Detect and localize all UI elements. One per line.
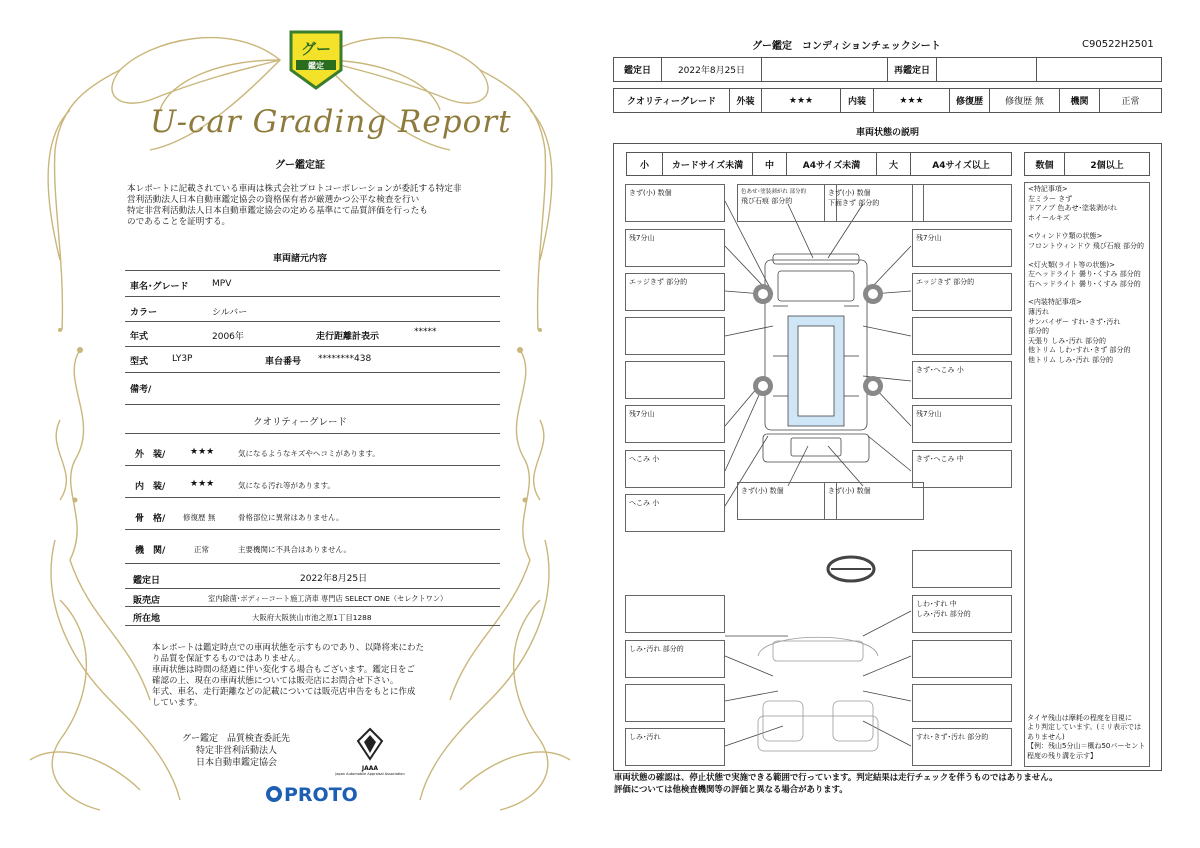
inspection-date-label: 鑑定日 bbox=[133, 576, 161, 586]
date-label-cell: 鑑定日 bbox=[613, 57, 662, 82]
jaaa-text: JAAA bbox=[361, 765, 379, 772]
quality-heading: クオリティーグレード bbox=[252, 417, 348, 428]
footer-line: 車両状態の確認は、停止状態で実施できる範囲で行っています。判定結果は走行チェックを伴うものではありません。 bbox=[614, 772, 1058, 782]
certificate-statement bbox=[127, 184, 501, 228]
chassis-value: ********438 bbox=[318, 354, 372, 364]
tread-line: より判定しています。(ミリ表示では bbox=[1027, 723, 1142, 732]
org-line: 日本自動車鑑定協会 bbox=[196, 758, 278, 768]
statement-line: のであることを証明する。 bbox=[127, 217, 231, 227]
exterior-box-left-6: 残7分山 bbox=[625, 405, 725, 443]
interior-box-right-4: すれ･きず･汚れ 部分的 bbox=[912, 728, 1012, 766]
exterior-box-right-6: 残7分山 bbox=[912, 405, 1012, 443]
condition-heading: 車両状態の説明 bbox=[613, 119, 1162, 144]
certificate-heading: グー鑑定証 bbox=[275, 160, 325, 171]
exterior-box-right-5: きず･へこみ 小 bbox=[912, 361, 1012, 399]
note-line: <特記事項> bbox=[1028, 185, 1068, 193]
model-label: 型式 bbox=[130, 357, 149, 367]
frame-value: 修復歴 無 bbox=[183, 513, 216, 522]
special-notes-panel bbox=[1024, 182, 1150, 767]
blank-cell bbox=[1036, 57, 1162, 82]
address-value: 大阪府大阪狭山市池之原1丁目1288 bbox=[252, 613, 372, 622]
count-label: 数個 bbox=[1024, 152, 1065, 176]
exterior-text: 気になるようなキズやヘコミがあります。 bbox=[238, 449, 380, 458]
statement-line: 営利活動法人日本自動車鑑定協会の資格保有者が厳選かつ公平な検査を行い bbox=[127, 195, 420, 205]
exterior-box-left-1: きず(小) 数個 bbox=[625, 184, 725, 222]
exterior-box-left-7: へこみ 小 bbox=[625, 450, 725, 488]
tread-line: 【例：残山5分山＝概ね50パーセント bbox=[1027, 742, 1146, 751]
legend-medium: 中 bbox=[752, 152, 787, 176]
jaaa-logo bbox=[330, 727, 410, 776]
notice-line: 本レポートは鑑定時点での車両状態を示すものであり、以降将来にわた bbox=[152, 643, 425, 653]
organization-name bbox=[182, 733, 290, 769]
note-line: <灯火類(ライト等の状態)> bbox=[1028, 260, 1115, 269]
model-value: LY3P bbox=[172, 354, 193, 364]
interior-box-steering bbox=[912, 550, 1012, 588]
year-label: 年式 bbox=[130, 332, 149, 342]
reinspect-label-cell: 再鑑定日 bbox=[887, 57, 937, 82]
proto-mark-icon bbox=[266, 786, 282, 802]
engine-text: 主要機関に不具合はありません。 bbox=[238, 545, 351, 554]
exterior-box-left-2: 残7分山 bbox=[625, 229, 725, 267]
repair-value-cell: 修復歴 無 bbox=[989, 88, 1060, 113]
sheet-code: C90522H2501 bbox=[1082, 39, 1154, 50]
engine-value-cell: 正常 bbox=[1099, 88, 1162, 113]
exterior-box-bottom-2: きず(小) 数個 bbox=[737, 482, 837, 520]
jaaa-emblem-icon bbox=[355, 727, 385, 761]
proto-text: PROTO bbox=[284, 784, 358, 806]
goo-kantei-badge bbox=[287, 30, 345, 90]
color-value: シルバー bbox=[212, 308, 248, 318]
exterior-box-right-3: エッジきず 部分的 bbox=[912, 273, 1012, 311]
inspection-date: 2022年8月25日 bbox=[300, 574, 368, 584]
note-line: 天張り しみ･汚れ 部分的 bbox=[1028, 336, 1106, 345]
org-line: グー鑑定 品質検査委託先 bbox=[182, 734, 291, 744]
legend-small-desc: カードサイズ未満 bbox=[662, 152, 753, 176]
date-cell: 2022年8月25日 bbox=[661, 57, 762, 82]
interior-label-cell: 内装 bbox=[840, 88, 874, 113]
exterior-label-cell: 外装 bbox=[729, 88, 762, 113]
name-grade-value: MPV bbox=[212, 279, 232, 289]
dealer-name: 室内除菌･ボディーコート施工済車 専門店 SELECT ONE（セレクトワン） bbox=[208, 594, 448, 603]
exterior-box-left-3: エッジきず 部分的 bbox=[625, 273, 725, 311]
interior-box-left-3 bbox=[625, 684, 725, 722]
address-label: 所在地 bbox=[133, 614, 161, 624]
chassis-label: 車台番号 bbox=[265, 357, 302, 367]
exterior-box-bottom-3: きず(小) 数個 bbox=[824, 482, 924, 520]
engine-label: 機 関/ bbox=[135, 546, 166, 556]
note-line: <内装特記事項> bbox=[1028, 298, 1082, 307]
notice-line: 年式、車名、走行距離などの記載については販売店申告をもとに作成 bbox=[152, 687, 416, 697]
name-grade-label: 車名･グレード bbox=[130, 282, 189, 292]
legend-large-desc: A4サイズ以上 bbox=[910, 152, 1012, 176]
legend-medium-desc: A4サイズ未満 bbox=[786, 152, 877, 176]
exterior-box-top-2: 色あせ･塗装剥がれ 部分的 飛び石痕 部分的 bbox=[737, 184, 837, 222]
badge-text: 鑑定 bbox=[308, 61, 324, 71]
legend-small: 小 bbox=[626, 152, 663, 176]
remarks-label: 備考/ bbox=[130, 385, 152, 395]
exterior-box-left-8: へこみ 小 bbox=[625, 494, 725, 532]
statement-line: 特定非営利活動法人日本自動車鑑定協会の定める基準にて品質評価を行ったも bbox=[127, 206, 428, 216]
notice-line: り品質を保証するものではありません。 bbox=[152, 654, 306, 664]
note-line: サンバイザー すれ･きず･汚れ bbox=[1028, 317, 1121, 326]
frame-text: 骨格部位に異常はありません。 bbox=[238, 513, 344, 522]
repair-label-cell: 修復歴 bbox=[949, 88, 990, 113]
dealer-label: 販売店 bbox=[133, 596, 161, 606]
tread-note bbox=[1027, 714, 1149, 761]
engine-label-cell: 機関 bbox=[1059, 88, 1100, 113]
statement-line: 本レポートに記載されている車両は株式会社プロトコーポレーションが委託する特定非 bbox=[127, 184, 462, 194]
color-label: カラー bbox=[130, 308, 158, 318]
spec-heading: 車両諸元内容 bbox=[272, 254, 327, 264]
exterior-box-top-3: きず(小) 数個 下面きず 部分的 bbox=[824, 184, 924, 222]
sheet-title: グー鑑定 コンディションチェックシート bbox=[752, 41, 941, 52]
report-title: U-car Grading Report bbox=[150, 104, 512, 140]
reinspect-date-cell bbox=[936, 57, 1037, 82]
note-line: フロントウィンドウ 飛び石痕 部分的 bbox=[1028, 241, 1145, 250]
interior-box-left-1 bbox=[625, 595, 725, 633]
exterior-stars-cell: ★★★ bbox=[761, 88, 841, 113]
mileage-value: ***** bbox=[414, 327, 437, 337]
exterior-box-right-4 bbox=[912, 317, 1012, 355]
legend-large: 大 bbox=[876, 152, 911, 176]
exterior-box-right-2: 残7分山 bbox=[912, 229, 1012, 267]
year-value: 2006年 bbox=[212, 332, 244, 342]
frame-label: 骨 格/ bbox=[135, 514, 166, 524]
notice-line: 確認の上、現在の車両状態については販売店にお問合せ下さい。 bbox=[152, 676, 399, 686]
footer-line: 評価については他検査機関等の評価と異なる場合があります。 bbox=[614, 784, 848, 794]
exterior-box-right-7: きず･へこみ 中 bbox=[912, 450, 1012, 488]
exterior-stars: ★★★ bbox=[190, 447, 215, 457]
proto-logo bbox=[266, 784, 358, 806]
org-line: 特定非営利活動法人 bbox=[196, 746, 278, 756]
interior-label: 内 装/ bbox=[135, 482, 166, 492]
note-line: 他トリム しわ･すれ･きず 部分的 bbox=[1028, 346, 1131, 355]
exterior-box-top-4 bbox=[912, 184, 1012, 222]
interior-text: 気になる汚れ等があります。 bbox=[238, 481, 335, 490]
interior-box-right-1: しわ･すれ 中 しみ･汚れ 部分的 bbox=[912, 595, 1012, 633]
interior-box-left-4: しみ･汚れ bbox=[625, 728, 725, 766]
note-line: 薄汚れ bbox=[1028, 307, 1049, 316]
interior-stars-cell: ★★★ bbox=[873, 88, 950, 113]
note-line: 他トリム しみ･汚れ 部分的 bbox=[1028, 355, 1113, 364]
interior-box-right-3 bbox=[912, 684, 1012, 722]
interior-box-right-2 bbox=[912, 640, 1012, 678]
mileage-label: 走行距離計表示 bbox=[316, 332, 380, 342]
sheet-footer bbox=[614, 771, 1057, 795]
exterior-box-left-4 bbox=[625, 317, 725, 355]
blank-cell bbox=[761, 57, 888, 82]
note-line: 部分的 bbox=[1028, 327, 1049, 336]
note-line: 左ヘッドライト 曇り･くすみ 部分的 bbox=[1028, 270, 1141, 279]
exterior-box-left-5 bbox=[625, 361, 725, 399]
tread-line: ありません) bbox=[1027, 732, 1065, 741]
tread-line: 程度の残り溝を示す】 bbox=[1027, 751, 1097, 760]
note-line: ドアノブ 色あせ･塗装剥がれ bbox=[1028, 204, 1117, 213]
exterior-label: 外 装/ bbox=[135, 450, 166, 460]
interior-box-left-2: しみ･汚れ 部分的 bbox=[625, 640, 725, 678]
count-value: 2個以上 bbox=[1064, 152, 1150, 176]
note-line: 左ミラー きず bbox=[1028, 194, 1073, 203]
note-line: 右ヘッドライト 曇り･くすみ 部分的 bbox=[1028, 279, 1141, 288]
note-line: ホイールキズ bbox=[1028, 213, 1070, 222]
notice-text bbox=[152, 643, 482, 709]
notice-line: 車両状態は時間の経過に伴い変化する場合もございます。鑑定日をご bbox=[152, 665, 415, 675]
notice-line: しています。 bbox=[152, 698, 203, 708]
tread-line: タイヤ残山は摩耗の程度を目視に bbox=[1027, 714, 1132, 722]
note-line: <ウィンドウ類の状態> bbox=[1028, 232, 1103, 241]
badge-top-text: グー bbox=[300, 40, 332, 58]
jaaa-subtext: Japan Automobile Appraisal Association bbox=[335, 772, 405, 776]
interior-stars: ★★★ bbox=[190, 479, 215, 489]
engine-value: 正常 bbox=[194, 545, 209, 554]
quality-label-cell: クオリティーグレード bbox=[613, 88, 730, 113]
